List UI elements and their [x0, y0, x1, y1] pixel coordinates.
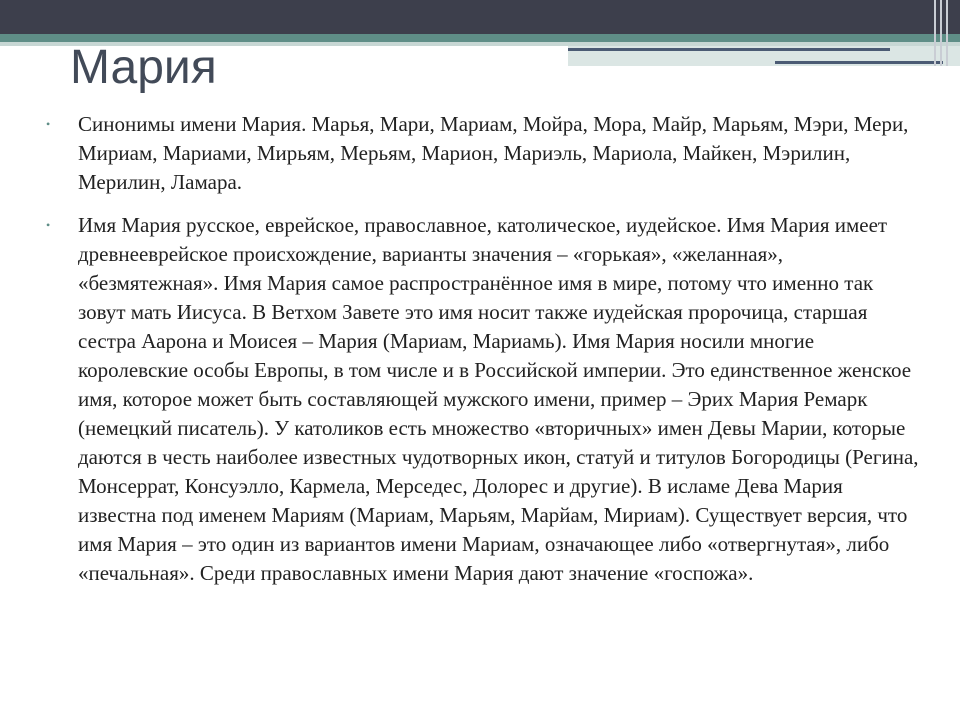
bullet-text: Имя Мария русское, еврейское, православное, католическое, иудейское. Имя Мария имеет древнееврейское происхождение, варианты значения – «горькая», «желанная», «безмятежная». Имя Мария самое распространённое имя в мире, потому что именно так зовут мать Иисуса. В Ветхом Завете это имя носит также иудейская пророчица, старшая сестра Аарона и Моисея – Мария (Мариам, Мариамь). Имя Мария носили многие королевские особы Европы, в том числе и в Российской империи. Это единственное женское имя, которое может быть составляющей мужского имени, пример – Эрих Мария Ремарк (немецкий писатель). У католиков есть множество «вторичных» имен Девы Марии, которые даются в честь наиболее известных чудотворных икон, статуй и титулов Богородицы (Регина, Монсеррат, Консуэлло, Кармела, Мерседес, Долорес и другие). В исламе Дева Мария известна под именем Мариям (Мариам, Марьям, Марйам, Мириам). Существует версия, что имя Мария – это один из вариантов имени Мариам, означающее либо «отвергнутая», либо «печальная». Среди православных имени Мария дают значение «госпожа». — [78, 213, 919, 585]
bullet-item — [40, 110, 920, 197]
header-bar — [0, 0, 960, 34]
slide-body — [40, 110, 920, 602]
bullet-text: Синонимы имени Мария. Марья, Мари, Мариам, Мойра, Мора, Майр, Марьям, Мэри, Мери, Мириам, Мариами, Мирьям, Мерьям, Марион, Мариэль, Мариола, Майкен, Мэрилин, Мерилин, Ламара. — [78, 112, 909, 194]
slide-title: Мария — [70, 41, 217, 94]
header-ribbon-line — [568, 48, 890, 51]
bullet-icon: • — [46, 218, 51, 232]
bullet-icon: • — [46, 117, 51, 131]
header-ribbon-line — [775, 61, 943, 64]
corner-decoration — [928, 0, 960, 66]
bullet-item — [40, 211, 920, 588]
